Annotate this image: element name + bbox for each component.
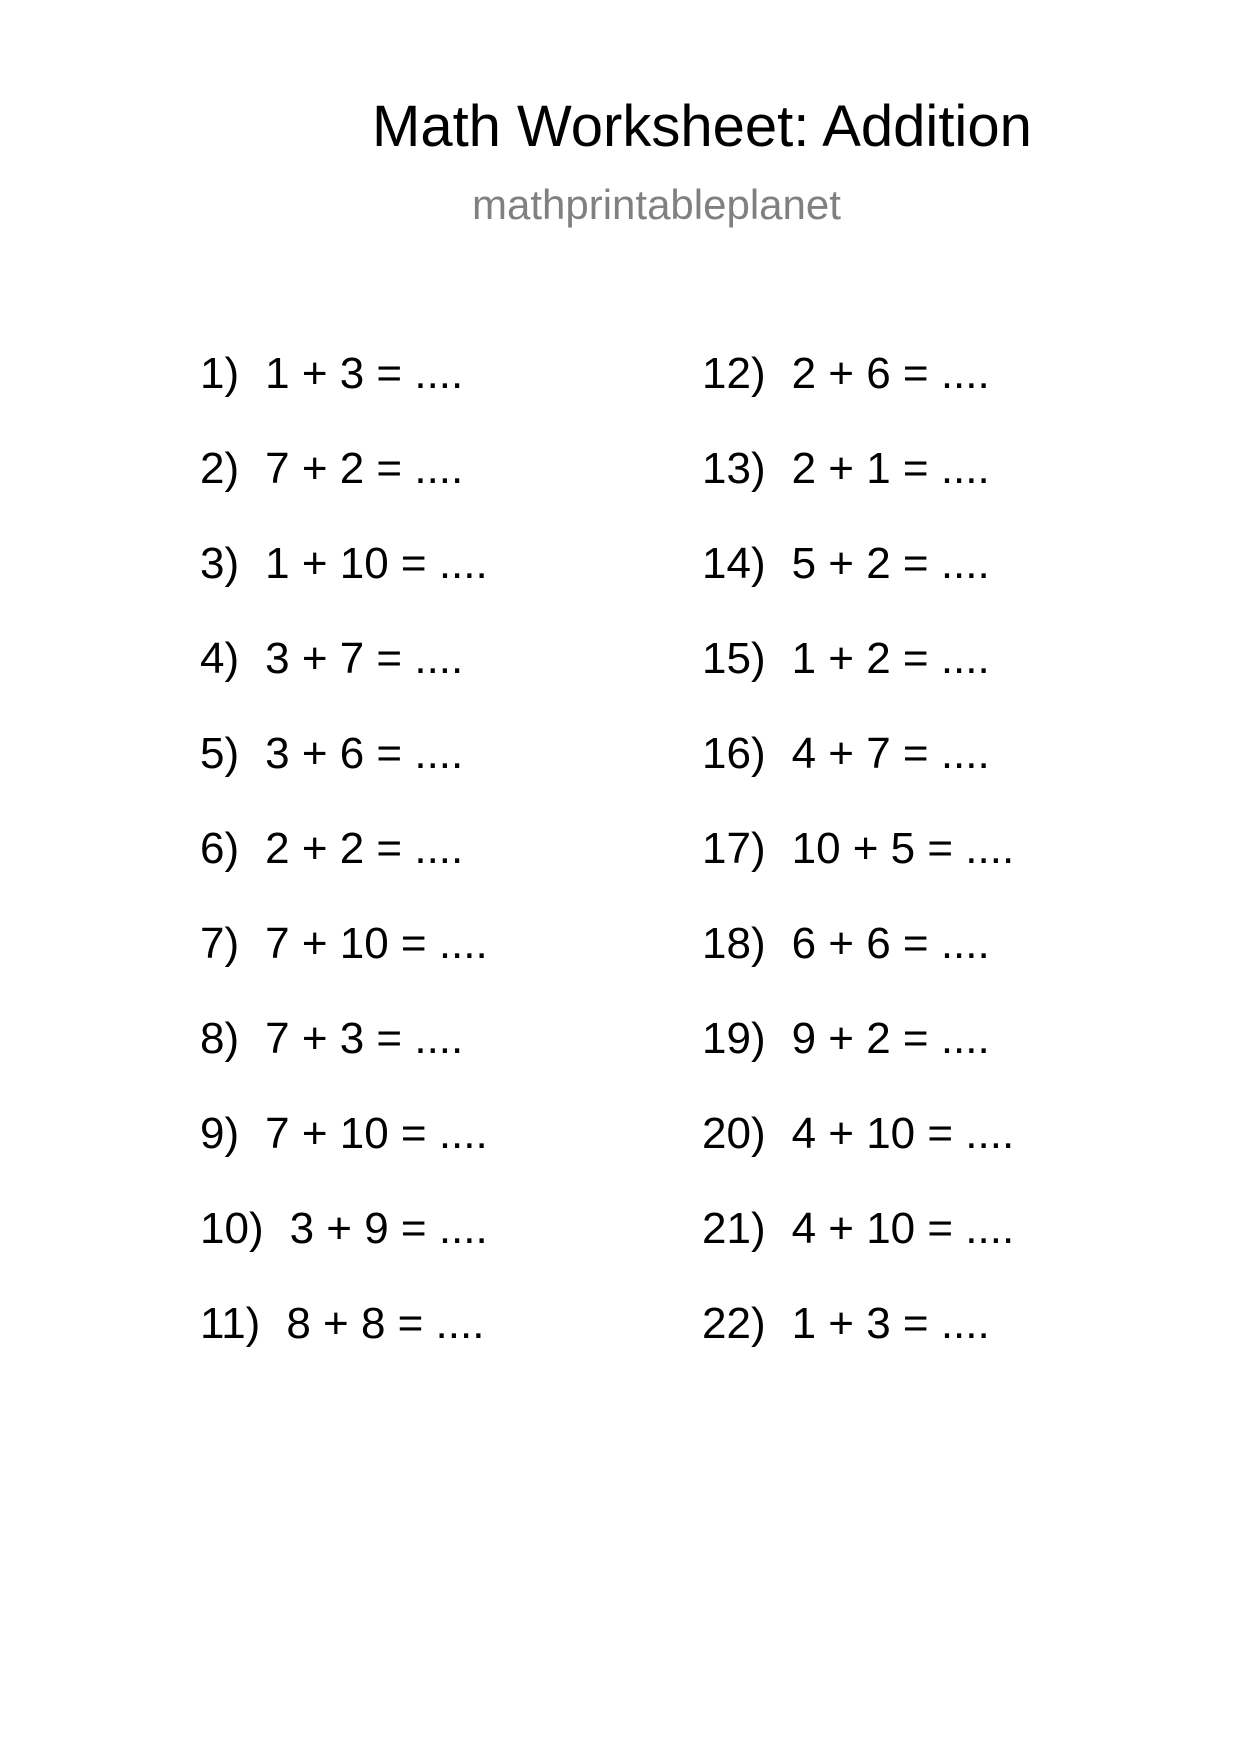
problem-expression: 7 + 2 = ....: [265, 444, 464, 493]
problem-expression: 4 + 10 = ....: [791, 1204, 1015, 1253]
problem-number: 3): [200, 539, 240, 588]
problem-item: [200, 1204, 488, 1302]
problem-number: 9): [200, 1109, 240, 1158]
problem-item: [200, 729, 488, 827]
problem-item: [702, 1109, 1015, 1207]
problem-item: [200, 634, 488, 732]
problem-item: [200, 539, 488, 637]
problem-number: 1): [200, 349, 240, 398]
problem-number: 16): [702, 729, 766, 778]
problem-expression: 2 + 6 = ....: [791, 349, 990, 398]
problem-item: [200, 919, 488, 1017]
problem-expression: 4 + 7 = ....: [791, 729, 990, 778]
problem-item: [200, 824, 488, 922]
problem-expression: 6 + 6 = ....: [791, 919, 990, 968]
problem-item: [702, 349, 1014, 447]
problem-expression: 1 + 10 = ....: [265, 539, 488, 588]
problem-number: 11): [200, 1299, 261, 1348]
problem-item: [702, 1204, 1015, 1302]
problem-number: 6): [200, 824, 240, 873]
problem-expression: 3 + 9 = ....: [289, 1204, 488, 1253]
problem-number: 17): [702, 824, 766, 873]
problem-item: [702, 444, 1014, 542]
problem-number: 5): [200, 729, 240, 778]
problem-number: 10): [200, 1204, 264, 1253]
problem-item: [200, 349, 488, 447]
problem-number: 18): [702, 919, 766, 968]
problem-number: 13): [702, 444, 766, 493]
problem-expression: 7 + 10 = ....: [265, 1109, 488, 1158]
problem-expression: 1 + 3 = ....: [791, 1299, 990, 1348]
problem-number: 19): [702, 1014, 766, 1063]
problem-number: 15): [702, 634, 766, 683]
problem-number: 14): [702, 539, 766, 588]
problem-item: [200, 444, 488, 542]
problem-number: 7): [200, 919, 240, 968]
problem-item: [702, 824, 1015, 922]
problem-expression: 8 + 8 = ....: [286, 1299, 485, 1348]
problem-expression: 4 + 10 = ....: [791, 1109, 1015, 1158]
problem-expression: 5 + 2 = ....: [791, 539, 990, 588]
problem-expression: 1 + 3 = ....: [265, 349, 464, 398]
problem-item: [200, 1109, 488, 1207]
problem-number: 8): [200, 1014, 240, 1063]
problem-number: 22): [702, 1299, 766, 1348]
problem-expression: 9 + 2 = ....: [791, 1014, 990, 1063]
problem-expression: 10 + 5 = ....: [791, 824, 1015, 873]
problem-number: 4): [200, 634, 240, 683]
problem-expression: 2 + 1 = ....: [791, 444, 990, 493]
problem-expression: 1 + 2 = ....: [791, 634, 990, 683]
problem-expression: 3 + 7 = ....: [265, 634, 464, 683]
problems-column-right: [702, 349, 1015, 1397]
problem-item: [200, 1299, 488, 1397]
problem-item: [702, 1014, 1014, 1112]
problem-item: [200, 1014, 488, 1112]
worksheet-title: Math Worksheet: Addition: [372, 94, 1032, 159]
problem-item: [702, 919, 1014, 1017]
problem-expression: 2 + 2 = ....: [265, 824, 464, 873]
problem-expression: 7 + 10 = ....: [265, 919, 488, 968]
problem-expression: 3 + 6 = ....: [265, 729, 464, 778]
problem-item: [702, 1299, 1014, 1397]
problem-item: [702, 729, 1014, 827]
problem-expression: 7 + 3 = ....: [265, 1014, 464, 1063]
problems-column-left: [200, 349, 488, 1397]
problem-number: 21): [702, 1204, 766, 1253]
problem-number: 20): [702, 1109, 766, 1158]
problem-item: [702, 634, 1014, 732]
problem-number: 12): [702, 349, 766, 398]
problem-item: [702, 539, 1014, 637]
worksheet-subtitle: mathprintableplanet: [472, 181, 841, 228]
problem-number: 2): [200, 444, 240, 493]
